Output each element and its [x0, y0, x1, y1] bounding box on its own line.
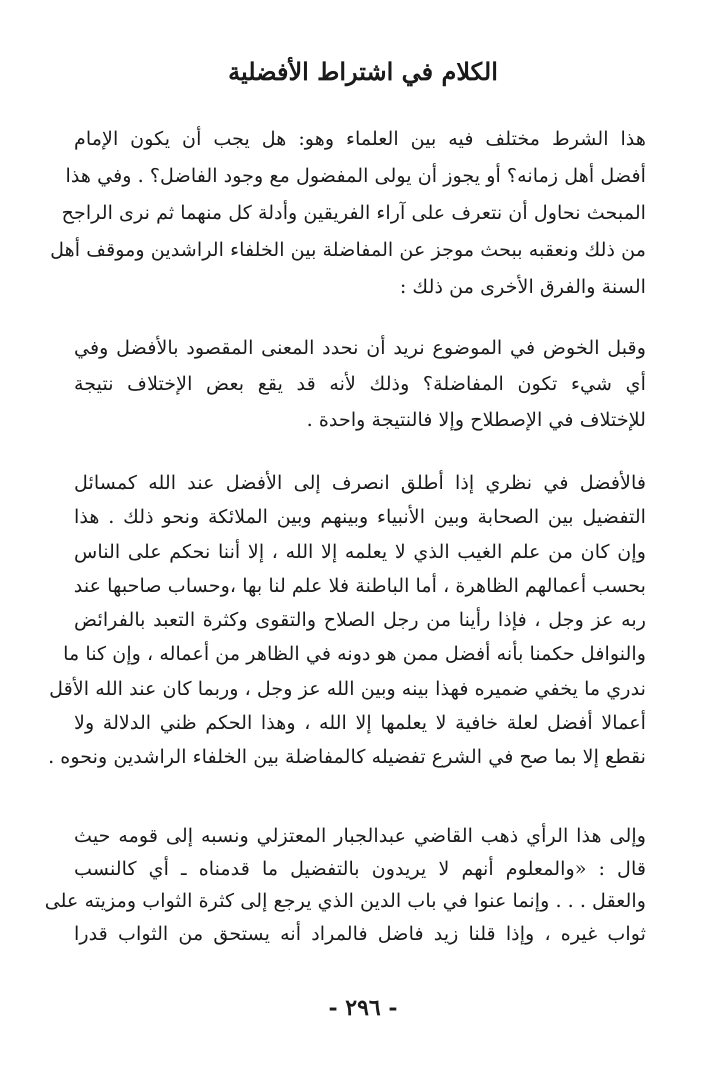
text-line: وإلى هذا الرأي ذهب القاضي عبدالجبار المعتزلي ونسبه إلى قومه حيث [74, 824, 646, 847]
text-line: وقبل الخوض في الموضوع نريد أن نحدد المعنى المقصود بالأفضل وفي [74, 336, 646, 359]
text-line: التفضيل بين الصحابة وبين الأنبياء وبينهم وبين الملائكة ونحو ذلك . هذا [74, 505, 646, 529]
paragraph-1 [50, 120, 646, 305]
text-line: فالأفضل في نظري إذا أطلق انصرف إلى الأفضل عند الله كمسائل [74, 471, 646, 494]
text-line: ربه عز وجل ، فإذا رأينا من رجل الصلاح والتقوى وكثرة التعبد بالفرائض [74, 608, 646, 632]
paragraph-2 [74, 330, 646, 438]
page-title: الكلام في اشتراط الأفضلية [228, 57, 498, 86]
text-line: للإختلاف في الإصطلاح وإلا فالنتيجة واحدة . [306, 408, 646, 431]
text-line: أفضل أهل زمانه؟ أو يجوز أن يولى المفضول مع وجود الفاضل؟ . وفي هذا [65, 164, 646, 187]
text-line: هذا الشرط مختلف فيه بين العلماء وهو: هل يجب أن يكون الإمام [74, 127, 646, 150]
paragraph-3 [48, 466, 646, 775]
text-line: نقطع إلا بما صح في الشرع تفضيله كالمفاضلة بين الخلفاء الراشدين ونحوه . [48, 745, 646, 769]
text-line: أي شيء تكون المفاضلة؟ وذلك لأنه قد يقع بعض الإختلاف نتيجة [74, 372, 646, 395]
paragraph-4 [44, 820, 646, 950]
text-line: أعمالا أفضل لعلة خافية لا يعلمها إلا الله ، وهذا الحكم ظني الدلالة ولا [74, 711, 646, 735]
text-line: بحسب أعمالهم الظاهرة ، أما الباطنة فلا علم لنا بها ،وحساب صاحبها عند [73, 573, 646, 597]
text-line: السنة والفرق الأخرى من ذلك : [399, 275, 646, 298]
text-line: وإن كان من علم الغيب الذي لا يعلمه إلا الله ، إلا أننا نحكم على الناس [74, 539, 646, 563]
text-line: والنوافل حكمنا بأنه أفضل ممن هو دونه في الظاهر من أعماله ، وإن كنا ما [63, 642, 646, 666]
text-line: والعقل . . . وإنما عنوا في باب الدين الذي يرجع إلى كثرة الثواب ومزيته على [44, 889, 646, 912]
text-line: قال : «والمعلوم أنهم لا يريدون بالتفضيل ما قدمناه ـ أي كالنسب [74, 856, 646, 880]
page-number: - ٢٩٦ - [328, 995, 398, 1021]
text-line: ندري ما يخفي ضميره فهذا بينه وبين الله عز وجل ، وربما كان عند الله الأقل [49, 676, 646, 700]
text-line: المبحث نحاول أن نتعرف على آراء الفريقين وأدلة كل منهما ثم نرى الراجح [61, 201, 646, 224]
text-line: من ذلك ونعقبه ببحث موجز عن المفاضلة بين الخلفاء الراشدين وموقف أهل [50, 238, 646, 261]
text-line: ثواب غيره ، وإذا قلنا زيد فاضل فالمراد أنه يستحق من الثواب قدرا [74, 921, 646, 945]
